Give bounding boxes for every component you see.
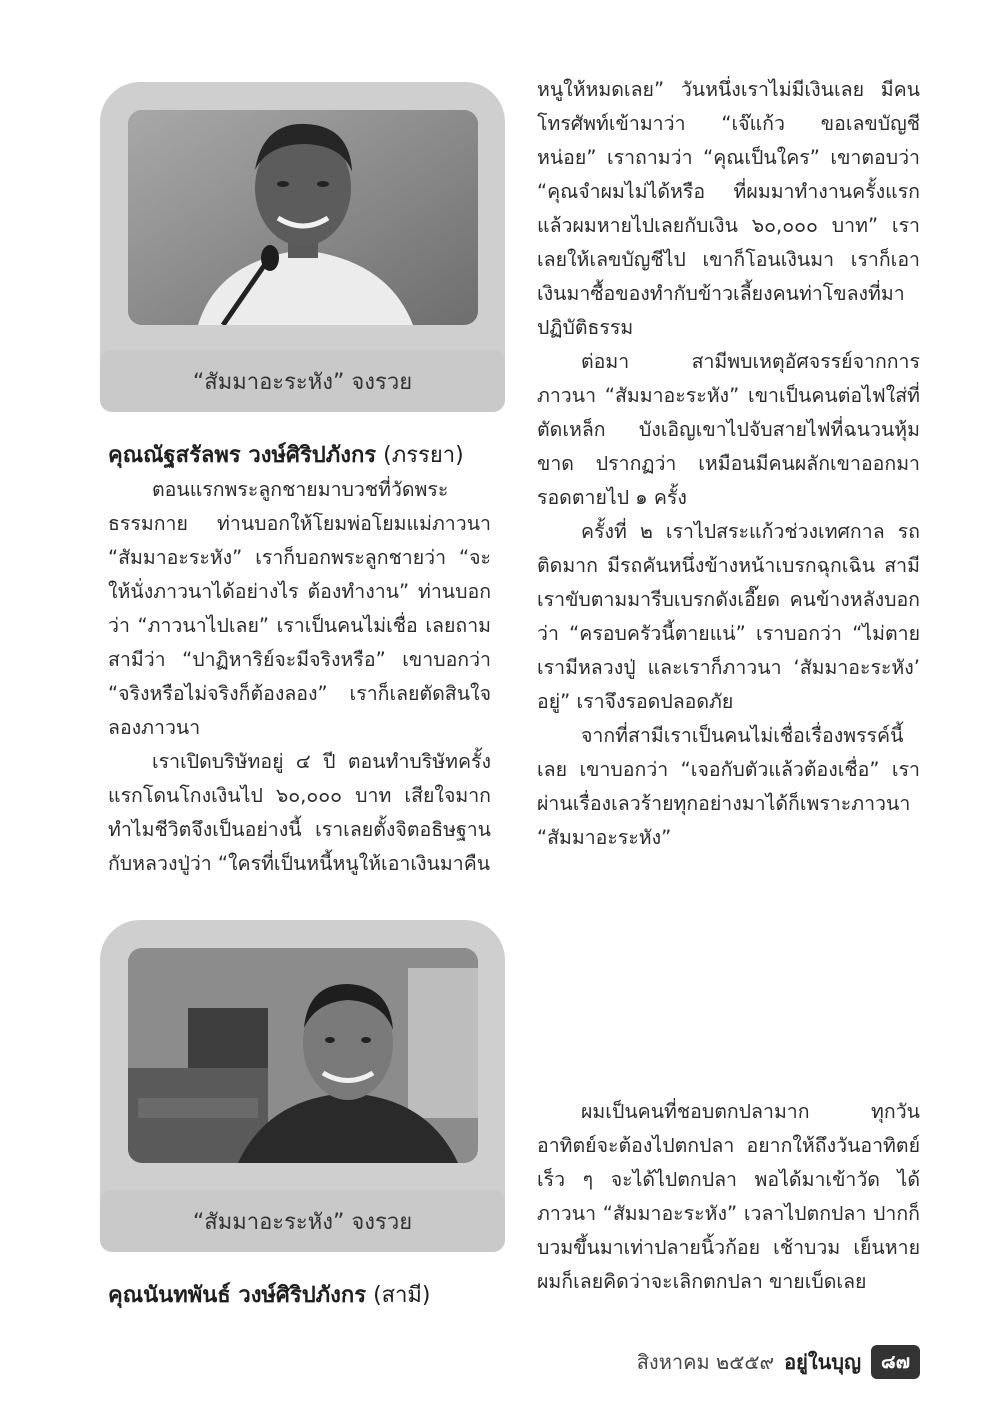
left-column-body	[108, 473, 491, 881]
portrait-man-image	[128, 948, 478, 1163]
person-role: (สามี)	[373, 1283, 431, 1308]
photo-caption-1: “สัมมาอะระหัง” จงรวย	[100, 350, 505, 412]
person-name-text: คุณนันทพันธ์ วงษ์ศิริปภังกร	[108, 1283, 367, 1308]
portrait-woman-image	[128, 110, 478, 325]
footer-date: สิงหาคม ๒๕๕๙	[636, 1350, 775, 1374]
person-name-husband	[108, 1277, 431, 1312]
bottom-right-body	[537, 1095, 920, 1299]
portrait-photo-woman	[128, 110, 478, 325]
person-name-wife	[108, 437, 464, 472]
portrait-photo-man	[128, 948, 478, 1163]
person-name-text: คุณณัฐสรัลพร วงษ์ศิริปภังกร	[108, 443, 377, 468]
magazine-name: อยู่ในบุญ	[784, 1350, 862, 1374]
page-footer	[637, 1345, 920, 1379]
right-column-body	[537, 73, 920, 855]
paragraph: จากที่สามีเราเป็นคนไม่เชื่อเรื่องพรรค์นี้เลย เขาบอกว่า “เจอกับตัวแล้วต้องเชื่อ” เราผ่านเรื่องเลวร้ายทุกอย่างมาได้ก็เพราะภาวนา “สัมมาอะระหัง”	[537, 724, 920, 849]
photo-caption-2: “สัมมาอะระหัง” จงรวย	[100, 1190, 505, 1252]
page-number: ๘๗	[871, 1345, 920, 1379]
paragraph: ตอนแรกพระลูกชายมาบวชที่วัดพระธรรมกาย ท่านบอกให้โยมพ่อโยมแม่ภาวนา “สัมมาอะระหัง” เราก็บอกพระลูกชายว่า “จะให้นั่งภาวนาได้อย่างไร ต้องทำงาน” ท่านบอกว่า “ภาวนาไปเลย” เราเป็นคนไม่เชื่อ เลยถามสามีว่า “ปาฏิหาริย์จะมีจริงหรือ” เขาบอกว่า “จริงหรือไม่จริงก็ต้องลอง” เราก็เลยตัดสินใจลองภาวนา	[108, 478, 491, 739]
paragraph: หนูให้หมดเลย” วันหนึ่งเราไม่มีเงินเลย มีคนโทรศัพท์เข้ามาว่า “เจ๊แก้ว ขอเลขบัญชีหน่อย” เราถามว่า “คุณเป็นใคร” เขาตอบว่า “คุณจำผมไม่ได้หรือ ที่ผมมาทำงานครั้งแรก แล้วผมหายไปเลยกับเงิน ๖๐,๐๐๐ บาท” เราเลยให้เลขบัญชีไป เขาก็โอนเงินมา เราก็เอาเงินมาซื้อของทำกับข้าวเลี้ยงคนท่าโขลงที่มาปฏิบัติธรรม	[537, 78, 920, 339]
paragraph: ต่อมา สามีพบเหตุอัศจรรย์จากการภาวนา “สัมมาอะระหัง” เขาเป็นคนต่อไฟใส่ที่ตัดเหล็ก บังเอิญเขาไปจับสายไฟที่ฉนวนหุ้มขาด ปรากฏว่า เหมือนมีคนผลักเขาออกมา รอดตายไป ๑ ครั้ง	[537, 350, 920, 509]
paragraph: ผมเป็นคนที่ชอบตกปลามาก ทุกวันอาทิตย์จะต้องไปตกปลา อยากให้ถึงวันอาทิตย์เร็ว ๆ จะได้ไปตกปลา พอได้มาเข้าวัด ได้ภาวนา “สัมมาอะระหัง” เวลาไปตกปลา ปากก็บวมขึ้นมาเท่าปลายนิ้วก้อย เช้าบวม เย็นหาย ผมก็เลยคิดว่าจะเลิกตกปลา ขายเบ็ดเลย	[537, 1100, 920, 1293]
paragraph: เราเปิดบริษัทอยู่ ๔ ปี ตอนทำบริษัทครั้งแรกโดนโกงเงินไป ๖๐,๐๐๐ บาท เสียใจมาก ทำไมชีวิตจึงเป็นอย่างนี้ เราเลยตั้งจิตอธิษฐานกับหลวงปู่ว่า “ใครที่เป็นหนี้หนูให้เอาเงินมาคืน	[108, 750, 491, 875]
paragraph: ครั้งที่ ๒ เราไปสระแก้วช่วงเทศกาล รถติดมาก มีรถคันหนึ่งข้างหน้าเบรกฉุกเฉิน สามีเราขับตามมารีบเบรกดังเอี๊ยด คนข้างหลังบอกว่า “ครอบครัวนี้ตายแน่” เราบอกว่า “ไม่ตาย เรามีหลวงปู่ และเราก็ภาวนา ‘สัมมาอะระหัง’ อยู่” เราจึงรอดปลอดภัย	[537, 520, 920, 713]
person-role: (ภรรยา)	[383, 443, 464, 468]
